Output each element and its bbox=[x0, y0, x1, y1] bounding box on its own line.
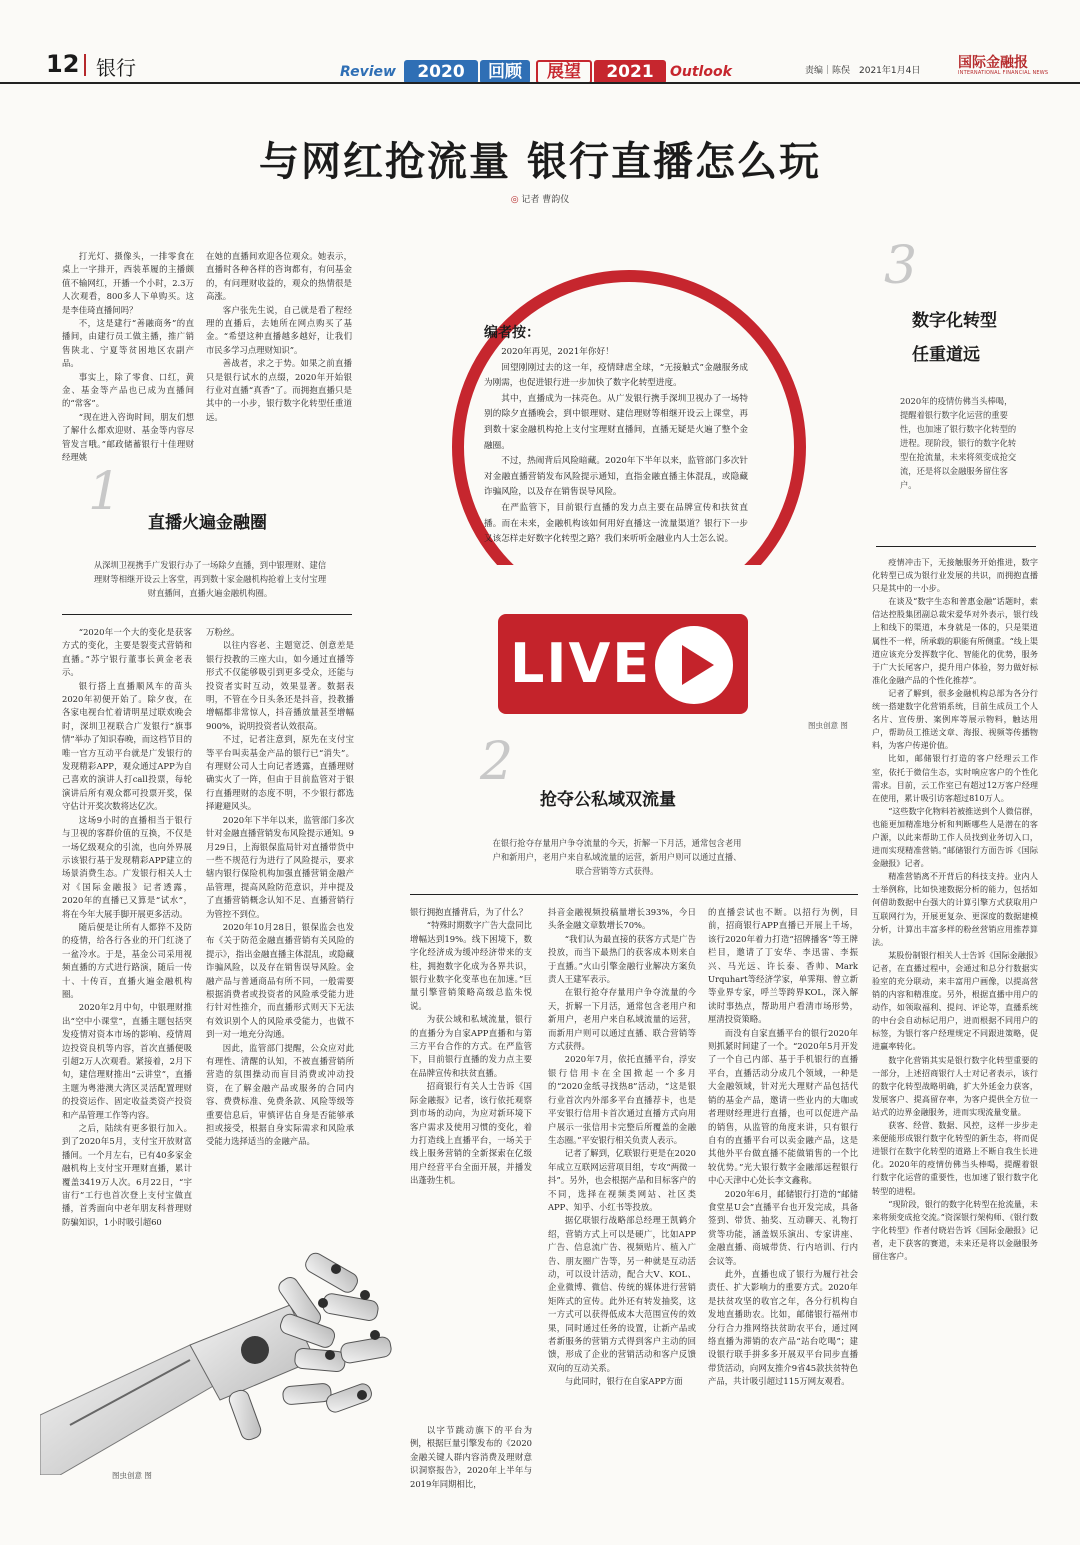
page-separator bbox=[84, 54, 86, 76]
paragraph: 不，这是建行“善融商务”的直播间，由建行员工做主播，推广销售陕北、宁夏等贫困地区农副产品。 bbox=[62, 318, 194, 369]
section-3-title-line-1: 数字化转型 bbox=[912, 311, 997, 331]
body-column-3 bbox=[410, 906, 532, 1188]
banner-review: Review bbox=[340, 64, 396, 80]
body-column-5 bbox=[708, 906, 858, 1389]
paragraph: 不过，记者注意到，原先在支付宝等平台叫卖基金产品的银行已“消失”。有理财公司人士向记者透露，直播理财确实火了一阵，但由于目前监管对于银行直播理财的态度不明，不少银行都选择避避风头。 bbox=[206, 734, 354, 812]
paragraph: 抖音金融视频投稿量增长393%，今日头条金融文章数增长70%。 bbox=[548, 907, 696, 931]
paragraph: 与此同时，银行在自家APP方面 bbox=[564, 1376, 683, 1387]
header-meta: 责编｜陈俣 2021年1月4日 bbox=[805, 66, 921, 76]
paragraph: 因此，监管部门提醒，公众应对此有理性、清醒的认知，不被直播营销所营造的氛围操动而盲目消费或冲动投资，在了解金融产品或服务的合同内容、费费标准、免费条款、风险等级等重要信息后，审慎评估自身是否能够承担或接受，根据自身实际需求和风险承受能力选择适当的金融产品。 bbox=[206, 1042, 354, 1147]
section-1-lede: 从深圳卫视携手广发银行办了一场除夕直播，到中银理财、建信理财等相继开设云上客堂，再到数十家金融机构抢着上支付宝理财直播间，直播火遍金融机构圈。 bbox=[93, 560, 327, 598]
section-3-title-line-2: 任重道远 bbox=[912, 345, 980, 365]
paragraph: 据亿联银行战略部总经理王凯鹤介绍，营销方式上可以是硬广，比如APP广告、信息流广告、视频贴片、植入广告、朋友圈广告等，另一种就是互动活动，可以设计活动，配合大V、KOL、企业微博、微信、传统的媒体进行营销矩阵式的宣传。此外还有转发抽奖，这一方式可以获得低成本大范围宣传的效果，同时通过任务的设置，让新产品或者新服务的营销方式得到客户主动的回馈，形成了企业的营销活动和客户反馈双向的互动关系。 bbox=[548, 1215, 696, 1373]
photo-credit: 图虫创意 图 bbox=[112, 1471, 152, 1480]
editor-note-title: 编者按： bbox=[484, 325, 540, 341]
body-column-4 bbox=[548, 906, 696, 1389]
byline-text: 记者 曹韵仪 bbox=[521, 195, 570, 205]
paragraph: 客户张先生说，自己就是看了程经理的直播后，去她所在网点购买了基金。“希望这种直播越多越好，让我们市民多学习点理财知识”。 bbox=[206, 304, 352, 355]
paragraph: 的直播尝试也不断。以招行为例，目前，招商银行APP直播已开展上千场，该行2020年着力打造“招牌播客”等王牌栏目，邀请了丁安华、李迅雷、李振兴、马光远、许长泰、香帅、Mark Urquhart等经济学家，单霁翔、曾立新等业界专家，呼兰等跨界KOL，深入解读时事热点，帮助用户看清市场形势，厘清投资策略。 bbox=[708, 907, 858, 1025]
paragraph: 事实上，除了零食、口红，黄金、基金等产品也已成为直播间的“常客”。 bbox=[62, 371, 194, 409]
section-name: 银行 bbox=[96, 56, 136, 80]
newspaper-logo-sub: INTERNATIONAL FINANCIAL NEWS bbox=[958, 70, 1049, 76]
paragraph: 以往内容老、主题宽泛、创意差是银行投教的三座大山，如今通过直播等形式不仅能够吸引到更多受众，还能与投资者实时互动，效果显著。数据表明，不管在今日头条还是抖音，投教播增幅都非常惊人，抖音播放量甚至增幅900%，说明投资者认效很高。 bbox=[206, 640, 354, 731]
banner-year-2021: 2021 bbox=[594, 60, 666, 84]
banner-year-2020: 2020 bbox=[404, 60, 478, 84]
section-3-number: 3 bbox=[884, 236, 918, 296]
paragraph: 招商银行有关人士告诉《国际金融报》记者，该行依托观察到市场的动向，为应对新环境下客户需求及使用习惯的变化，着力打造线上直播平台，一场关于线上服务营销的全新探索在亿级用户经营平台全面开展，并播发出蓬勃生机。 bbox=[410, 1081, 532, 1186]
intro-column-2 bbox=[206, 250, 352, 424]
section-1-number: 1 bbox=[88, 462, 122, 522]
paragraph: 记者了解到，亿联银行更是在2020年成立互联网运营项目组，专攻“两微一抖”。另外，也会根据产品和目标客户的不同，选择在视频类网站、社区类APP、知乎、小红书等投放。 bbox=[548, 1148, 696, 1212]
paragraph: “现阶段，银行的数字化转型在抢流量，未来将须变成抢交流。”资深银行架构师、《银行数字化转型》作者付晓岩告诉《国际金融报》记者，走下获客的赛道，未来还是将以金融服务留住客户。 bbox=[872, 1198, 1039, 1261]
paragraph: 某股份制银行相关人士告诉《国际金融报》记者，在直播过程中，会通过和总分行数据实验室的充分联动，来丰富用户画像，以提高营销的内容和精准度。另外，根据直播中用户的动作，如领取福利、提问、评论等，直播系统的中台会自动标记用户，进而根据不同用户的标签，为银行客户经理规定不同跟进策略，促进赢率转化。 bbox=[872, 949, 1038, 1052]
editor-paragraph: 其中，直播成为一抹亮色。从广发银行携手深圳卫视办了一场特别的除夕直播晚会，到中银理财、建信理财等相继开设云上课堂，再到数十家金融机构抢上支付宝理财直播间，直播无疑是火遍了整个金融圈。 bbox=[484, 393, 748, 451]
paragraph: 银行搭上直播顺风车的苗头2020年初便开始了。除夕夜，在各家电视台忙着请明星过联欢晚会时，深圳卫视联合广发银行“旗事情”举办了知识春晚，而这档节目的唯一官方互动平台就是广发银行的发现精彩APP，观众通过APP为自己喜欢的演讲人打call投票，每轮演讲后所有观众都可投票开奖，保守估计开奖次数将达亿次。 bbox=[62, 680, 192, 812]
editor-note-body bbox=[484, 345, 748, 548]
paragraph: 2020年7月，依托直播平台，浮安银行信用卡在全国掀起一个多月的“2020金纸寻找热8”活动，“这是银行业首次内外部多平台直播荐卡，也是平安银行信用卡首次通过直播方式向用户展示一张信用卡完整后所覆盖的金融生态圈。”平安银行相关负责人表示。 bbox=[548, 1054, 696, 1145]
paragraph: 而没有自家直播平台的银行2020年则抓紧时间建了一个。“2020年5月开发了一个自己内部、基于手机银行的直播平台，直播活动分成几个领域，一种是大金融领域，针对光大理财产品包括代销的基金产品，邀请一些业内的大咖或者理财经理进行直播，也可以促进产品的销售，从监管的角度来讲，只有银行自有的直播平台可以卖金融产品，这是其他外平台做直播不能做销售的一个比较优势。”光大银行数字金融部远程银行中心天津中心处长李文鑫称。 bbox=[708, 1027, 858, 1186]
paragraph: “现在进入咨询时间，朋友们想了解什么都欢迎财、基金等内容尽管发言哦。”邮政储蓄银行十佳理财经理姚 bbox=[62, 411, 194, 463]
paragraph: 精准营销离不开背后的科技支持。业内人士举例称，比如快速数据分析的能力，包括如何借助数据中台强大的计算引擎方式获取用户互联网行为，开展更复杂、更深度的数据建模分析，计算出丰富多样的粉丝营销应用推荐算法。 bbox=[872, 871, 1038, 947]
section-2-title: 抢夺公私域双流量 bbox=[540, 790, 676, 810]
paragraph: 此外，直播也成了银行为履行社会责任、扩大影响力的重要方式。2020年是扶贫攻坚的收官之年，各分行机构自发地直播助农。比如，邮储银行福州市分行合力推网络扶贫助农平台，通过网络直播为滞销的农产品“站台吃喝”；建设银行联手拼多多开展双平台同步直播带货活动，向网友推介9省45款扶贫特色产品，共计吸引超过115万网友观看。 bbox=[708, 1268, 858, 1387]
section-2-lede: 在银行抢夺存量用户争夺流量的今天，折解一下月活，通常包含老用户和新用户，老用户来自私域流量的运营，新用户则可以通过直播、联合营销等方式获得。 bbox=[492, 838, 742, 876]
paragraph: 疫情冲击下，无接触服务开始推进，数字化转型已成为银行业发展的共识，而拥抱直播只是其中的一小步。 bbox=[872, 557, 1038, 594]
paragraph: 在她的直播间欢迎各位观众。她表示，直播时各种各样的咨询都有，有问基金的，有问理财收益的，观众的热情很是高涨。 bbox=[206, 251, 352, 302]
paragraph: “特殊时期数字广告大盘同比增幅达到19%。线下困境下，数字化经济成为缓冲经济带来的支柱，拥抱数字化成为各界共识，银行业数字化变革也在加速。”巨量引擎营销策略高级总监朱悦说。 bbox=[410, 920, 532, 1011]
banner-outlook: Outlook bbox=[670, 64, 732, 80]
paragraph: 随后便是让所有人都猝不及防的疫情，给各行各业的开门红浇了一盆冷水。于是，基金公司采用视频直播的方式进行路演，随后一传十、十传百，直播火遍金融机构圈。 bbox=[62, 921, 192, 999]
paragraph: 打光灯、摄像头，一排零食在桌上一字排开，西装革履的主播颇值不输网红，开播一个小时，2.3万人次观看，800多人下单购买。这是李佳琦直播间吗？ bbox=[62, 251, 194, 315]
photo-credit: 图虫创意 图 bbox=[808, 721, 848, 730]
editor-paragraph: 不过，热闹背后风险暗藏。2020年下半年以来，监管部门多次针对金融直播营销发布风险提示通知，直指金融直播主体混乱，或隐藏诈骗风险，以及存在销售误导风险。 bbox=[484, 456, 748, 498]
paragraph: 为获公域和私域流量，银行的直播分为自家APP直播和与第三方平台合作的方式。在严监管下，目前银行直播的发力点主要在品牌宣传和扶贫直播。 bbox=[410, 1014, 532, 1078]
live-text: LIVE bbox=[510, 632, 652, 695]
section-1-title: 直播火遍金融圈 bbox=[148, 513, 267, 533]
body-column-2 bbox=[206, 626, 354, 1149]
paragraph: 善战者，求之于势。如果之前直播只是银行试水的点缀，2020年开始银行业对直播“真香”了。而拥抱直播只是其中的一小步，银行数字化转型任重道远。 bbox=[206, 358, 352, 422]
body-column-1 bbox=[62, 626, 192, 1229]
robot-hand-illustration bbox=[40, 1185, 480, 1475]
header-rule bbox=[0, 82, 1080, 84]
paragraph: 数字化营销其实是银行数字化转型重要的一部分，上述招商银行人士对记者表示，该行的数字化转型战略明确，扩大外延金力获客，发展客户、提高留存率，为客户提供全方位一站式的边界金融服务，进而实现流量变量。 bbox=[872, 1054, 1038, 1117]
ring-gap bbox=[490, 565, 770, 615]
byline bbox=[0, 192, 1080, 205]
section-3-rule bbox=[876, 546, 1036, 547]
paragraph: “我们认为最直接的获客方式是广告投放，而当下最热门的获客成本则来自于直播。”火山引擎金融行业解决方案负责人王建军表示。 bbox=[548, 933, 696, 985]
section-2-rule bbox=[410, 894, 858, 895]
section-1-rule bbox=[62, 614, 352, 615]
body-column-6 bbox=[872, 556, 1038, 1263]
paragraph: 2020年6月，邮储银行打造的“邮储食堂星U会”直播平台也开发完成，具备签到、带货、抽奖、互动聊天、礼物打赏等功能，涵盖娱乐演出、专家讲座、金融直播、商城带货、行内培训、行内会议等。 bbox=[708, 1188, 858, 1266]
headline: 与网红抢流量 银行直播怎么玩 bbox=[259, 138, 821, 185]
byline-bullet-icon: ◎ bbox=[510, 195, 522, 205]
paragraph: 之后，陆续有更多银行加入。到了2020年5月，支付宝开放财富播间。一个月左右，已有40多家金融机构上支付宝开理财直播，累计覆盖3419万人次。6月22日，“宇宙行”工行也首次登上支付宝做直播，首秀面向中老年朋友科普理财防骗知识，1小时吸引超60 bbox=[62, 1123, 192, 1227]
paragraph: “2020年一个大的变化是获客方式的变化，主要是裂变式营销和直播。”苏宁银行董事长黄金老表示。 bbox=[62, 627, 192, 678]
paragraph: 2020年下半年以来，监管部门多次针对金融直播营销发布风险提示通知。9月29日，上海银保监局针对直播带货中一些不规范行为进行了风险提示，要求辖内银行保险机构加强直播营销金融产品管理，提高风险防范意识，并申提及了直播营销概念认知不足、直播营销行为管控不到位。 bbox=[206, 814, 354, 919]
paragraph: 在银行抢夺存量用户争夺流量的今天，折解一下月活，通常包含老用户和新用户，老用户来自私域流量的运营，而新用户则可以通过直播、联合营销等方式获得。 bbox=[548, 987, 696, 1052]
paragraph: 2020年10月28日，银保监会也发布《关于防范金融直播营销有关风险的提示》，指出金融直播主体混乱，或隐藏诈骗风险，以及存在销售误导风险。金融产品与普通商品有所不同，一般需要根据消费者或投资者的风险承受能力进行针对性推介，而直播形式则天下无法有效识别个人的风险承受能力，也做不到一对一地充分沟通。 bbox=[206, 921, 354, 1040]
section-2-number: 2 bbox=[480, 732, 514, 792]
paragraph: 以字节跳动旗下的平台为例，根据巨量引擎发布的《2020金融关键人群内容消费及理财意识洞察报告》，2020年上半年与2019年同期相比， bbox=[410, 1425, 532, 1489]
editor-paragraph: 在严监管下，目前银行直播的发力点主要在品牌宣传和扶贫直播。而在未来，金融机构该如何用好直播这一流量渠道？银行下一步又该怎样走好数字化转型之路？我们来听听金融业内人士怎么说。 bbox=[484, 502, 748, 545]
section-3-lede: 2020年的疫情仿佛当头棒喝，提醒着银行数字化运营的重要性，也加速了银行数字化转型的进程。现阶段，银行的数字化转型在抢流量，未来将须变成抢交流，还是将以金融服务留住客户。 bbox=[900, 396, 1017, 490]
intro-column-1 bbox=[62, 250, 194, 465]
paragraph: 这场9小时的直播相当于银行与卫视的客群价值的互换，不仅是一场亿级观众的引流，也向外界展示该银行基于发现精彩APP建立的场景消费生态。广发银行相关人士对《国际金融报》记者透露，2020年的直播已又算是“试水”，将在今年大展手脚开展更多活动。 bbox=[62, 814, 192, 919]
paragraph: 银行拥抱直播背后，为了什么？ bbox=[410, 907, 528, 917]
paragraph: 获客、经营、数据、风控，这样一步步走来便能形成银行数字化转型的新生态，将而促进银行在数字化转型的道路上不断自我生长进化。2020年的疫情仿佛当头棒喝，提醒着银行数字化运营的重要性，也加速了银行数字化转型的进程。 bbox=[872, 1120, 1038, 1196]
paragraph: “这些数字化物料若被推送到个人微信群，也能更加精准地分析和判断哪些人是潜在的客户源，以此来帮助工作人员找到业务切入口，进而实现精准营销。”邮储银行方面告诉《国际金融报》记者。 bbox=[872, 805, 1039, 869]
paragraph: 记者了解到，很多金融机构总部为各分行统一搭建数字化营销系统，目前生成员工个人名片、宣传册、案例库等展示物料，触达用户，帮助员工推送文章、海报、视频等传播物料，为客户传递价值。 bbox=[872, 687, 1038, 751]
editor-paragraph: 2020年再见，2021年你好！ bbox=[501, 347, 614, 357]
newspaper-logo: 国际金融报 bbox=[958, 55, 1028, 71]
paragraph: 2020年2月中旬，中银理财推出“空中小课堂”，直播主题包括突发疫情对资本市场的影响、疫情周边投资良机等内容，首次直播便吸引超2万人次观看。紧接着，2月下旬，建信理财推出“云讲堂”，直播主题为粤港澳大湾区灵活配置理财的投资运作、固定收益类资产投资和产品管理工作等内容。 bbox=[62, 1002, 192, 1120]
paragraph: 在谈及“数字生态和普惠金融”话题时，索信达控股集团副总裁宋爱华对外表示，银行线上和线下的渠道，本身就是一体的，只是渠道属性不一样，所承载的职能有所侧重。“线上渠道应该充分发挥数字化、智能化的优势，服务于广大长尾客户，提升用户体验，努力做好标准化金融产品的个性化推荐”。 bbox=[872, 596, 1039, 685]
paragraph: 比如，邮储银行打造的客户经理云工作室，依托于微信生态，实时响应客户的个性化需求。目前，云工作室已有超过12万客户经理在使用，累计吸引访客超过810万人。 bbox=[872, 753, 1038, 803]
page-number: 12 bbox=[46, 50, 80, 78]
banner-review-cn: 回顾 bbox=[480, 60, 530, 84]
editor-paragraph: 回望刚刚过去的这一年，疫情肆虐全球，“无接触式”金融服务成为刚需，也促进银行进一步加快了数字化转型进度。 bbox=[484, 362, 748, 389]
play-triangle-icon bbox=[682, 645, 714, 685]
paragraph: 万粉丝。 bbox=[206, 627, 240, 637]
banner-outlook-cn: 展望 bbox=[536, 60, 592, 84]
